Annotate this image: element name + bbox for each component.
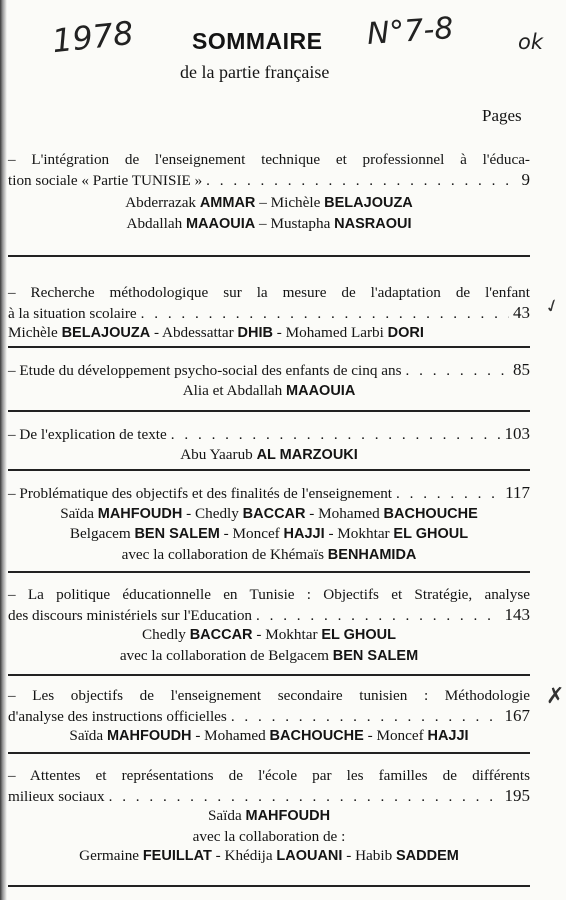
toc-entry: [8, 424, 530, 465]
entry-page-number: 117: [505, 483, 530, 502]
entry-authors: Saïda MAHFOUDH avec la collaboration de : Germaine FEUILLAT - Khédija LAOUANI - Habib SADDEM: [79, 807, 459, 864]
section-divider: [8, 752, 530, 754]
page-title: SOMMAIRE: [192, 28, 323, 54]
section-divider: [8, 885, 530, 887]
entry-title: – Les objectifs de l'enseignement secondaire tunisien : Méthodologie: [8, 687, 530, 704]
pages-column-label: Pages: [482, 106, 522, 125]
entry-authors: Abu Yaarub AL MARZOUKI: [180, 445, 358, 463]
entry-page-number: 195: [504, 785, 530, 805]
section-divider: [8, 346, 530, 348]
entry-page-number: 143: [504, 604, 530, 624]
entry-title: – Problématique des objectifs et des finalités de l'enseignement . . . 117: [8, 483, 530, 504]
entry-authors: Saïda MAHFOUDH - Chedly BACCAR - Mohamed BACHOUCHE Belgacem BEN SALEM - Moncef HAJJI - Mokhtar EL GHOUL avec la collaboration de Khémaïs BENHAMIDA: [60, 504, 478, 563]
toc-entry: [8, 686, 530, 747]
entry-title-continued: d'analyse des instructions officielles . . . 167: [8, 706, 530, 727]
handwritten-issue-number: N°7-8: [365, 11, 455, 52]
entry-title: – L'intégration de l'enseignement technique et professionnel à l'éduca-: [8, 151, 530, 168]
entry-page-number: 85: [513, 360, 530, 379]
section-divider: [8, 255, 530, 257]
entry-title-continued: des discours ministériels sur l'Education . . . 143: [8, 605, 530, 626]
entry-title: – Recherche méthodologique sur la mesure de l'adaptation de l'enfant: [8, 284, 530, 301]
margin-pen-mark: ✓: [541, 294, 564, 319]
entry-title: – Attentes et représentations de l'école par les familles de différents: [8, 767, 530, 784]
section-divider: [8, 571, 530, 573]
entry-title-continued: milieux sociaux . . . 195: [8, 786, 530, 807]
section-divider: [8, 469, 530, 471]
entry-authors: Chedly BACCAR - Mokhtar EL GHOUL avec la collaboration de Belgacem BEN SALEM: [119, 626, 419, 664]
scan-edge-shadow: [0, 0, 7, 900]
entry-title-continued: tion sociale « Partie TUNISIE » . . . 9: [8, 170, 530, 191]
entry-page-number: 167: [504, 705, 530, 725]
section-divider: [8, 674, 530, 676]
entry-authors: Alia et Abdallah MAAOUIA: [182, 381, 356, 399]
handwritten-ok: ok: [518, 30, 544, 54]
entry-authors: Saïda MAHFOUDH - Mohamed BACHOUCHE - Moncef HAJJI: [69, 727, 469, 744]
entry-title-continued: à la situation scolaire . . . 43: [8, 303, 530, 324]
margin-pen-mark: ✗: [546, 684, 565, 709]
entry-title: – Etude du développement psycho-social des enfants de cinq ans . . . 85: [8, 360, 530, 381]
toc-entry: [8, 766, 530, 867]
entry-title: – De l'explication de texte . . . 103: [8, 424, 530, 445]
entry-authors: Abderrazak AMMAR – Michèle BELAJOUZA Abdallah MAAOUIA – Mustapha NASRAOUI: [125, 194, 413, 232]
entry-page-number: 43: [513, 302, 530, 322]
entry-authors: Michèle BELAJOUZA - Abdessattar DHIB - Mohamed Larbi DORI: [8, 324, 424, 341]
entry-title: – La politique éducationnelle en Tunisie : Objectifs et Stratégie, analyse: [8, 586, 530, 603]
section-divider: [8, 410, 530, 412]
entry-page-number: 9: [521, 169, 530, 189]
toc-entry: [8, 283, 530, 344]
toc-entry: [8, 483, 530, 565]
toc-entry: [8, 585, 530, 666]
handwritten-year: 1978: [50, 13, 136, 61]
toc-entry: [8, 360, 530, 401]
page-subtitle: de la partie française: [180, 62, 330, 82]
toc-entry: [8, 150, 530, 234]
entry-page-number: 103: [504, 424, 530, 443]
